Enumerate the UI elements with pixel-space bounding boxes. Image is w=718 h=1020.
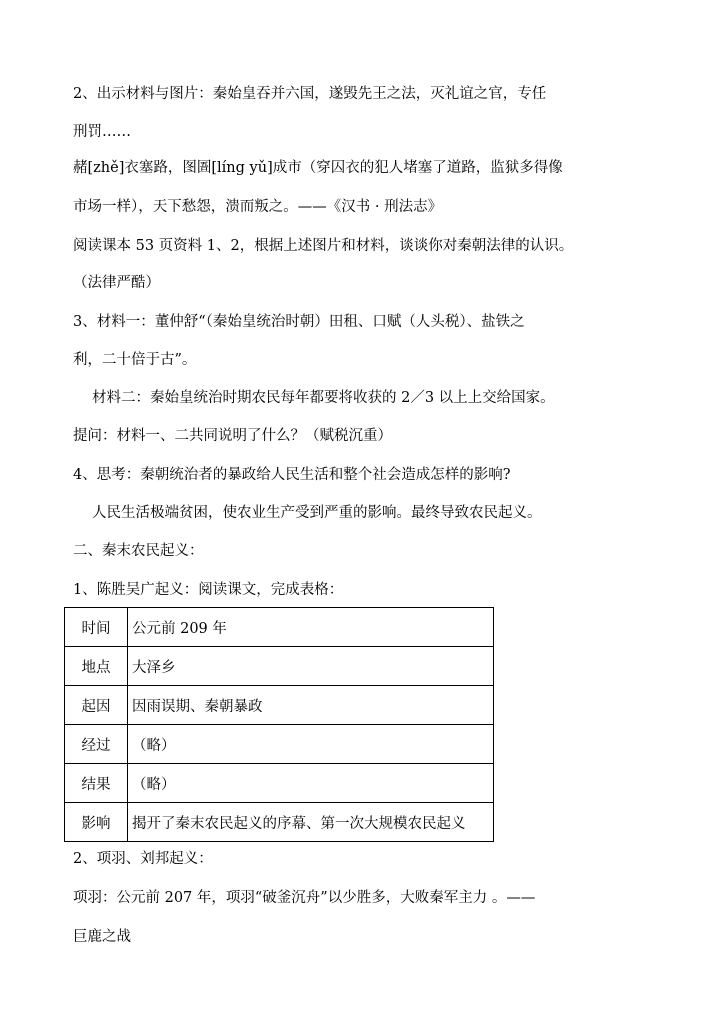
section-heading: 二、秦末农民起义：	[73, 543, 204, 559]
text-line: 刑罚……	[73, 124, 131, 140]
text-line: 2、出示材料与图片：秦始皇吞并六国，遂毁先王之法，灭礼谊之官，专任	[73, 86, 547, 102]
table-value: 揭开了秦末农民起义的序幕、第一次大规模农民起义	[128, 803, 494, 842]
table-row	[65, 647, 494, 686]
table-value: （略）	[128, 725, 494, 764]
text-line: 提问：材料一、二共同说明了什么？（赋税沉重）	[73, 428, 392, 444]
table-key: 结果	[65, 764, 128, 803]
table-row	[65, 764, 494, 803]
text-line: 材料二：秦始皇统治时期农民每年都要将收获的 2／3 以上上交给国家。	[92, 390, 555, 406]
table-value: 因雨误期、秦朝暴政	[128, 686, 494, 725]
table-key: 经过	[65, 725, 128, 764]
table-key: 影响	[65, 803, 128, 842]
table-row	[65, 725, 494, 764]
text-line: 项羽：公元前 207 年，项羽“破釜沉舟”以少胜多，大败秦军主力 。——	[73, 890, 536, 906]
table-key: 地点	[65, 647, 128, 686]
text-line: 利，二十倍于古”。	[73, 352, 197, 368]
table-value: 大泽乡	[128, 647, 494, 686]
text-line: 人民生活极端贫困，使农业生产受到严重的影响。最终导致农民起义。	[92, 505, 542, 521]
table-key: 起因	[65, 686, 128, 725]
table-row	[65, 608, 494, 647]
table-row	[65, 686, 494, 725]
text-line: 市场一样），天下愁怨，溃而叛之。——《汉书 · 刑法志》	[73, 199, 443, 215]
table-value: 公元前 209 年	[128, 608, 494, 647]
text-line: （法律严酷）	[73, 275, 160, 291]
text-line: 赭[zhě]衣塞路，图圄[líng yǔ]成市（穿囚衣的犯人堵塞了道路，监狱多得像	[73, 160, 563, 176]
text-line: 3、材料一：董仲舒“（秦始皇统治时朝）田租、口赋（人头税）、盐铁之	[73, 314, 525, 330]
table-key: 时间	[65, 608, 128, 647]
table-value: （略）	[128, 764, 494, 803]
text-line: 1、陈胜吴广起义：阅读课文，完成表格：	[73, 582, 344, 598]
text-line: 巨鹿之战	[73, 929, 131, 945]
table-row	[65, 803, 494, 842]
text-line: 2、项羽、刘邦起义：	[73, 851, 213, 867]
text-line: 阅读课本 53 页资料 1、2，根据上述图片和材料，谈谈你对秦朝法律的认识。	[73, 238, 574, 254]
uprising-table	[64, 607, 494, 842]
text-line: 4、思考：秦朝统治者的暴政给人民生活和整个社会造成怎样的影响?	[73, 467, 511, 483]
